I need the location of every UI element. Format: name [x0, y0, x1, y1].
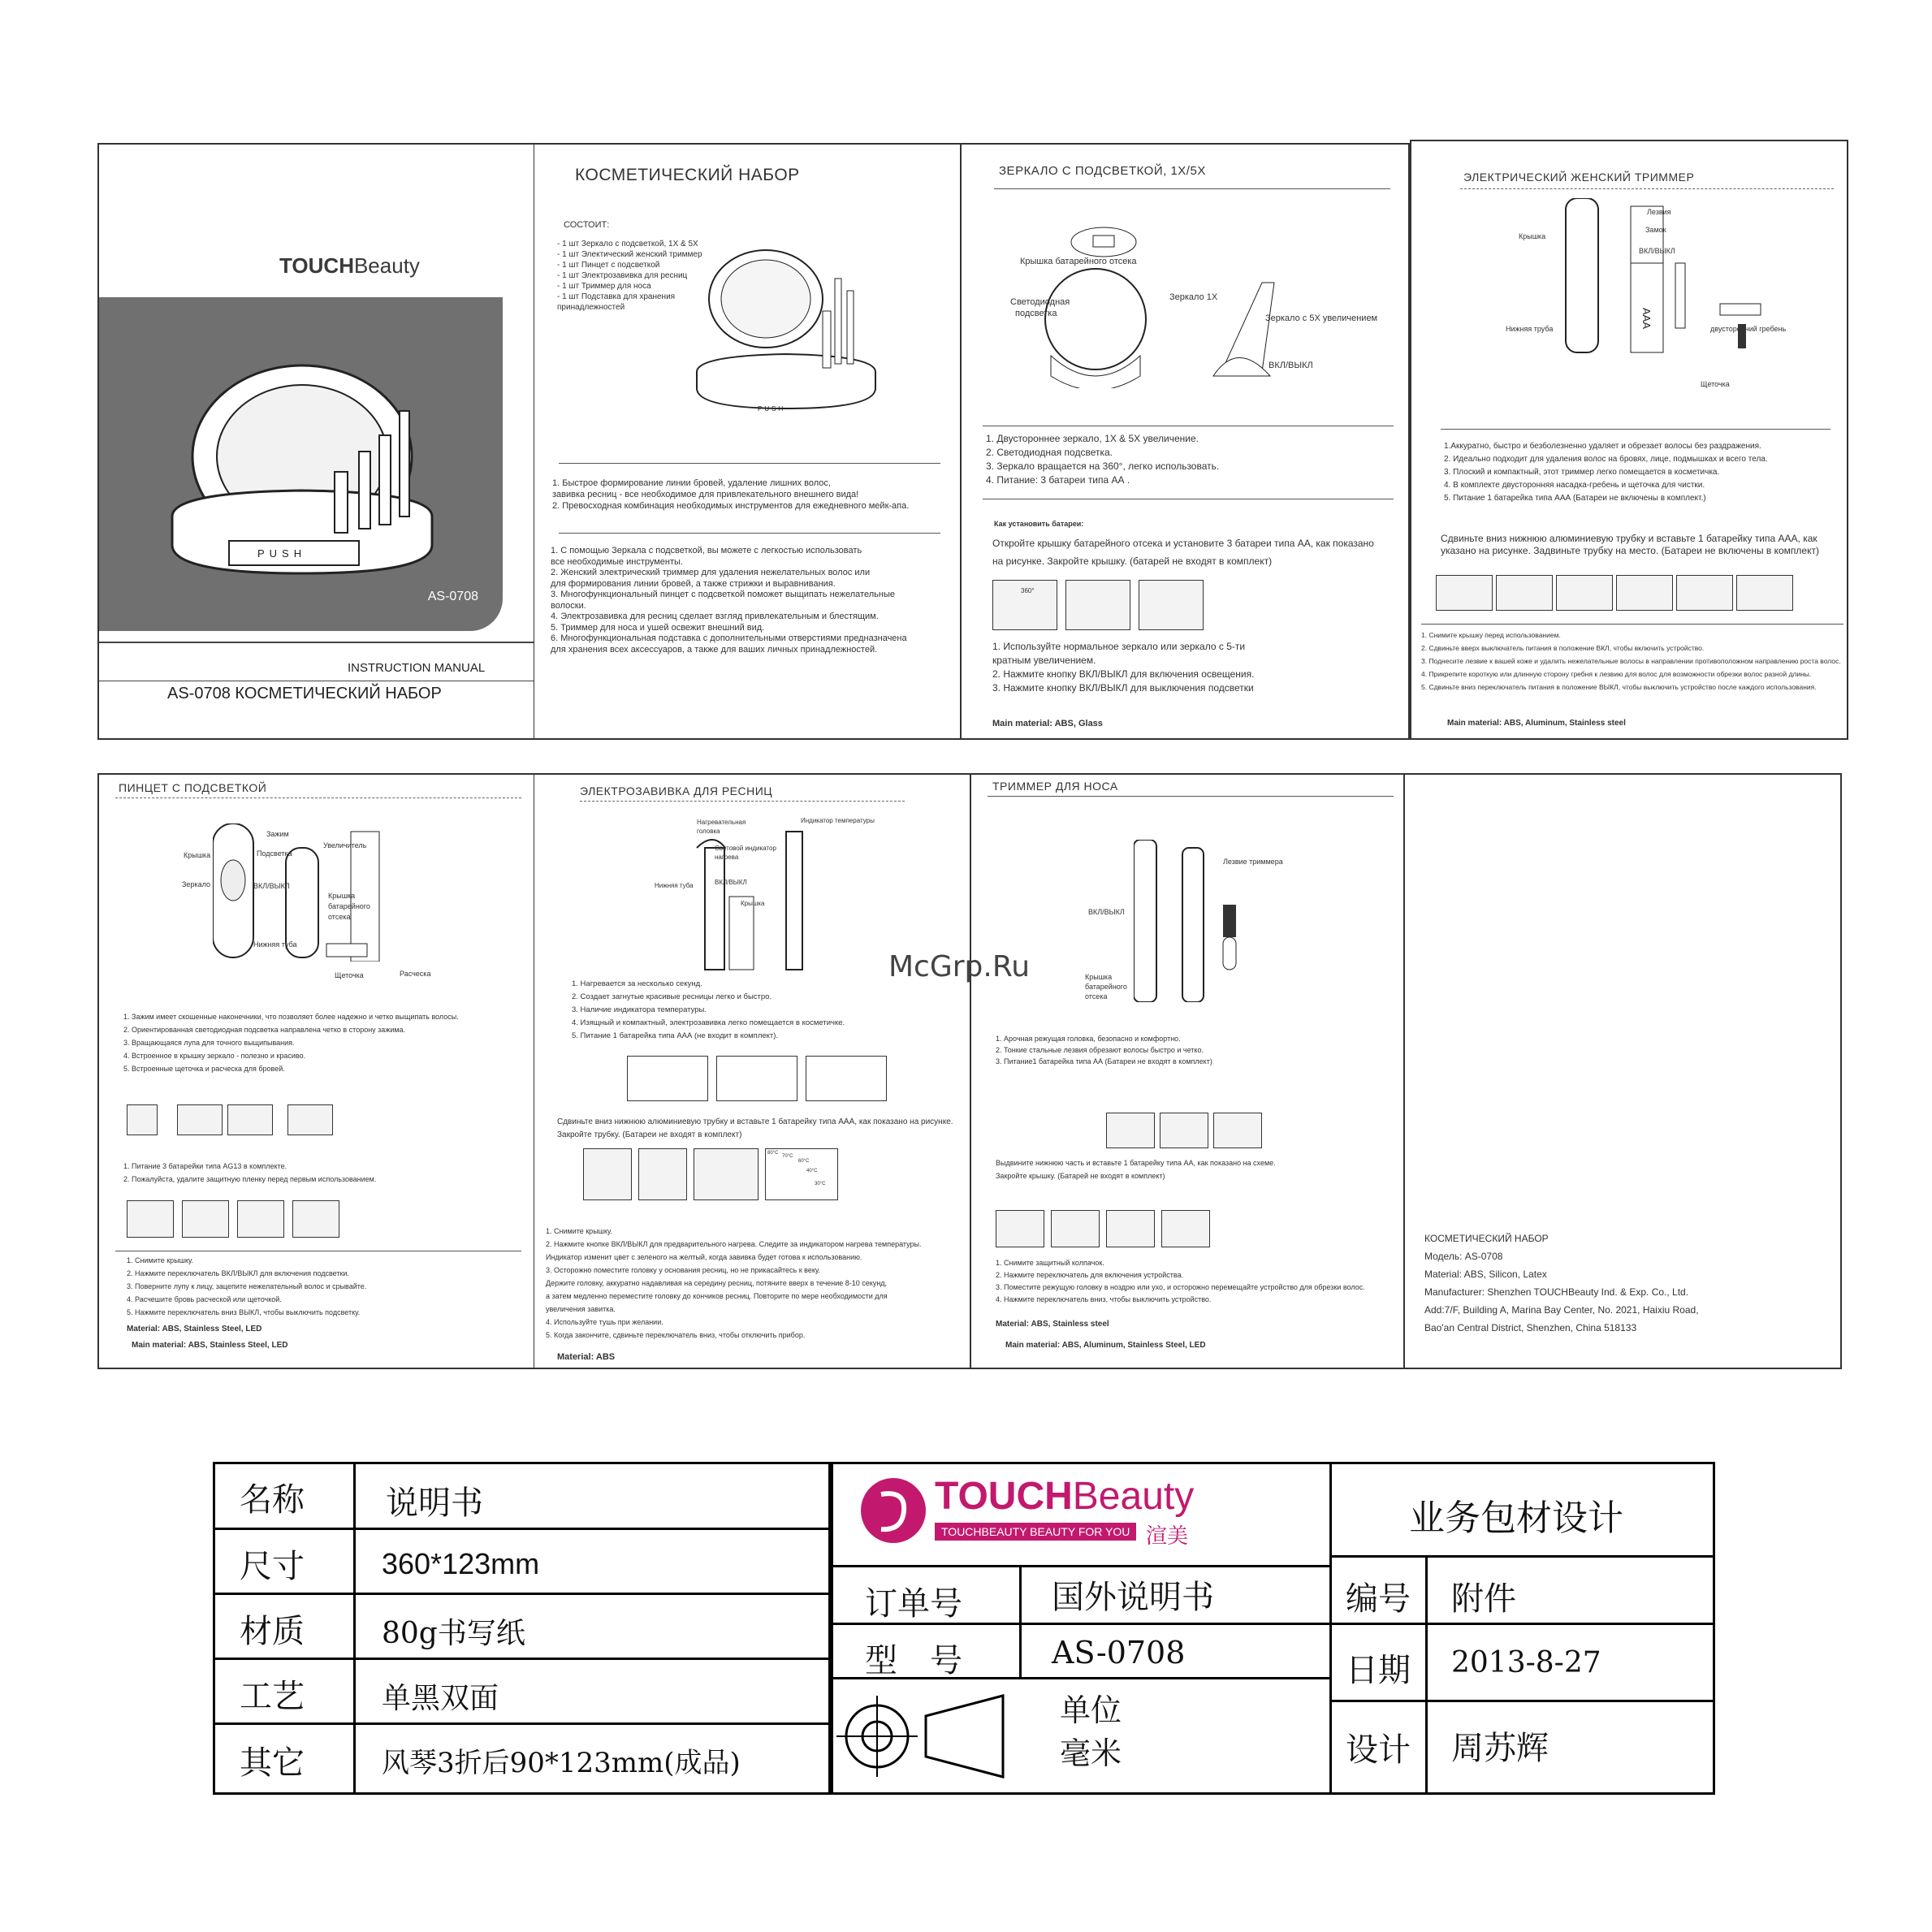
label-onoff: ВКЛ/ВЫКЛ	[253, 882, 290, 890]
panel-nose-trimmer	[971, 773, 1405, 1369]
row-value: 80g书写纸	[382, 1617, 525, 1650]
step-image	[1436, 575, 1493, 611]
department: 业务包材设计	[1409, 1498, 1623, 1539]
label-onoff: ВКЛ/ВЫКЛ	[1269, 361, 1313, 370]
step-image	[1736, 575, 1793, 611]
cosmetic-set-drawing	[681, 234, 892, 445]
features: 1. Двустороннее зеркало, 1X & 5X увеличение. 2. Светодиодная подсветка. 3. Зеркало вращается на 360°, легко использовать. 4. Питание: 3 батареи типа АА .	[986, 433, 1220, 486]
designer-key: 设计	[1346, 1731, 1411, 1769]
battery-instructions: Сдвиньте вниз нижнюю алюминиевую трубку и вставьте 1 батарейку типа ААА, как показано на рисунке. Закройте трубку. (Батареи не входят в комплект)	[557, 1117, 953, 1139]
label-tube: Нижняя туба	[253, 940, 297, 949]
label-battery-cover: Крышка батарейного отсека	[1020, 257, 1137, 266]
usage-steps: 1. Используйте нормальное зеркало или зеркало с 5-ти кратным увеличением. 2. Нажмите кнопку ВКЛ/ВЫКЛ для включения освещения. 3. Нажмите кнопку ВКЛ/ВЫКЛ для выключения подсветки	[992, 641, 1255, 694]
step-image	[127, 1104, 158, 1135]
label-bcover-2: батарейного	[328, 902, 370, 910]
svg-text:PUSH: PUSH	[758, 405, 786, 413]
label-cover: Крышка	[184, 851, 211, 859]
divider	[559, 533, 940, 534]
brand-logo: TOUCHBeauty TOUCHBEAUTY BEAUTY FOR YOU 渲美	[857, 1474, 1312, 1555]
section-title: КОСМЕТИЧЕСКИЙ НАБОР	[575, 166, 800, 184]
features: 1.Аккуратно, быстро и безболезненно удаляет и обрезает волосы без раздражения. 2. Идеально подходит для удаления волос на бровях, лице, подмышках и всего тела. 3. Плоский и компактный, этот триммер легко помещается в косметичка. 4. В комплекте двусторонняя насадка-гребень и щеточка для чистки. 5. Питание 1 батарейка типа ААА (Батареи не включены в комплект.)	[1444, 442, 1768, 503]
label-cover: Крышка	[741, 900, 765, 907]
battery-instructions: Выдвините нижнюю часть и вставьте 1 батарейку типа АА, как показано на схеме. Закройте крышку. (Батарей не входят в комплект)	[996, 1159, 1276, 1180]
step-image	[1676, 575, 1733, 611]
row-key: 其它	[240, 1744, 305, 1782]
row-key: 名称	[240, 1481, 305, 1519]
divider	[559, 463, 940, 464]
label-clamp: Зажим	[266, 830, 289, 838]
date-value: 2013-8-27	[1451, 1646, 1601, 1679]
step-image	[127, 1200, 174, 1238]
row-value: 说明书	[386, 1485, 483, 1522]
step-image	[287, 1104, 333, 1135]
section-title: ПИНЦЕТ С ПОДСВЕТКОЙ	[119, 781, 267, 794]
watermark: McGrp.Ru	[888, 950, 1031, 983]
label-brush: Щеточка	[335, 971, 364, 979]
label-led: Светодиодная	[1010, 297, 1070, 307]
step-image	[1160, 1113, 1208, 1148]
brand-mark-icon	[857, 1474, 930, 1547]
step-image	[227, 1104, 273, 1135]
cover-model: AS-0708	[427, 590, 478, 603]
svg-text:AAA: AAA	[1640, 308, 1653, 330]
step-image	[694, 1148, 759, 1200]
label-light: Подсветка	[257, 849, 292, 858]
step-image	[1106, 1210, 1155, 1247]
label-head: Нагревательная	[697, 819, 746, 826]
battery-instructions: Откройте крышку батарейного отсека и установите 3 батареи типа АА, как показано на рисунке. Закройте крышку. (батарей не входят в комплект)	[992, 538, 1374, 567]
features: 1. Зажим имеет скошенные наконечники, что позволяет более надежно и четко выщипать волосы. 2. Ориентированная светодиодная подсветка направлена четко в сторону зажима. 3. Вращающаяся лупа для точного выщипывания. 4. Встроенное в крышку зеркало - полезно и красиво. 5. Встроенные щеточка и расческа для бровей.	[123, 1013, 459, 1073]
step-image	[177, 1104, 223, 1135]
brand-logo: TOUCHBeauty	[279, 253, 420, 278]
designer-value: 周苏辉	[1451, 1730, 1549, 1767]
order-key: 订单号	[865, 1585, 962, 1623]
svg-text:PUSH: PUSH	[257, 547, 307, 560]
battery-instructions: Сдвиньте вниз нижнюю алюминиевую трубку и вставьте 1 батарейку типа ААА, как указано на рисунке. Задвиньте трубку на место. (Батареи не включены в комплект)	[1441, 533, 1819, 556]
label-onoff: ВКЛ/ВЫКЛ	[1639, 247, 1675, 255]
label-tube: Нижняя туба	[655, 882, 694, 889]
panel-eyelash-curler	[534, 773, 971, 1369]
label-comb: Расческа	[400, 970, 431, 978]
unit-key: 单位	[1060, 1692, 1122, 1728]
row-value: 风琴3折后90*123mm(成品)	[382, 1747, 741, 1779]
step-image	[1106, 1113, 1155, 1148]
label-bcover: Крышка	[328, 892, 356, 900]
label-cover: Крышка	[1519, 232, 1546, 240]
label-cover: Крышка	[1085, 973, 1113, 981]
material: Main material: ABS, Aluminum, Stainless steel	[1447, 719, 1626, 728]
label-cover-3: отсека	[1085, 992, 1108, 1001]
model-value: AS-0708	[1052, 1635, 1186, 1671]
label-light: Световой индикатор	[715, 845, 776, 852]
order-value: 国外说明书	[1052, 1579, 1214, 1616]
title-block	[213, 1462, 1715, 1795]
panel-back	[1405, 773, 1842, 1369]
step-image	[583, 1148, 632, 1200]
usage-steps: 1. Снимите крышку. 2. Нажмите переключатель ВКЛ/ВЫКЛ для включения подсветки. 3. Поверните лупу к лицу, зацепите нежелательный волос и срывайте. 4. Расчешите бровь расческой или щеточкой. 5. Нажмите переключатель вниз ВЫКЛ, чтобы выключить подсветку.	[127, 1256, 367, 1316]
label-onoff: ВКЛ/ВЫКЛ	[715, 879, 747, 886]
panel-cosmetic-set	[534, 143, 962, 740]
label-lock: Замок	[1645, 226, 1666, 234]
label-blade: Лезвие триммера	[1223, 858, 1283, 866]
divider	[988, 796, 1394, 797]
row-value: 单黑双面	[382, 1682, 499, 1715]
divider	[580, 801, 905, 802]
label-mirror-5x: Зеркало с 5X увеличением	[1265, 313, 1378, 323]
features: 1. Нагревается за несколько секунд. 2. Создает загнутые красивые ресницы легко и быстро. 3. Наличие индикатора температуры. 4. Изящный и компактный, электрозавивка легко помещается в косметичке. 5. Питание 1 батарейка типа ААА (не входит в комплект).	[572, 979, 845, 1040]
label-led-2: подсветка	[1015, 309, 1057, 318]
material: Material: ABS	[557, 1352, 616, 1362]
step-image	[996, 1210, 1044, 1247]
step-image	[182, 1200, 229, 1238]
row-key: 材质	[240, 1613, 305, 1650]
panel-mirror	[962, 143, 1410, 740]
usage-steps: 1. Снимите крышку. 2. Нажмите кнопке ВКЛ/ВЫКЛ для предварительного нагрева. Следите за индикатором нагрева температуры. Индикатор изменит цвет с зеленого на желтый, когда завивка будет готова к использованию. 3. Осторожно поместите головку у основания ресниц, но не прикасайтесь к веку. Держите головку, аккуратно надавливая на середину ресниц, потяните вверх в течение 8-10 секунд, а затем медленно переместите головку до кончиков ресниц. Повторите по мере необходимости для увеличения завитка. 4. Используйте тушь при желании. 5. Когда закончите, сдвиньте переключатель вниз, чтобы отключить прибор.	[546, 1227, 922, 1339]
label-tube: Нижняя труба	[1506, 325, 1554, 333]
label-bcover-3: отсека	[328, 913, 351, 921]
label-brush: Щеточка	[1701, 380, 1730, 388]
features: 1. Арочная режущая головка, безопасно и комфортно. 2. Тонкие стальные лезвия обрезают волосы быстро и четко. 3. Питание1 батарейка типа АА (Батареи не входят в комплект)	[996, 1035, 1212, 1065]
section-title: ЭЛЕКТРОЗАВИВКА ДЛЯ РЕСНИЦ	[580, 784, 773, 797]
usage-steps: 1. Снимите защитный колпачок. 2. Нажмите переключатель для включения устройства. 3. Поместите режущую головку в ноздрю или ухо, и осторожно перемещайте устройство для обрезки волос. 4. Нажмите переключатель вниз, чтобы выключить устройство.	[996, 1259, 1365, 1303]
section-title: ЗЕРКАЛО С ПОДСВЕТКОЙ, 1X/5X	[999, 164, 1206, 178]
divider	[115, 797, 521, 798]
step-image-3	[1139, 580, 1204, 630]
number-value: 附件	[1451, 1580, 1516, 1618]
usage-steps: 1. Снимите крышку перед использованием. 2. Сдвиньте вверх выключатель питания в положение ВКЛ, чтобы включить устройство. 3. Поднесите лезвие к вашей коже и удалить нежелательные волосы в направлении противоположном направлению роста волос. 4. Прикрепите короткую или длинную сторону гребня к лезвию для волос для возможности обрезки волос разной длины. 5. Сдвиньте вниз переключатель питания в положение ВЫКЛ, чтобы выключить устройство после каждого использования.	[1421, 631, 1841, 691]
label-light-2: нагрева	[715, 854, 739, 861]
step-image	[1496, 575, 1553, 611]
features: 1. Быстрое формирование линии бровей, удаление лишних волос, завивка ресниц - все необходимое для привлекательного внешнего вида! 2. Превосходная комбинация необходимых инструментов для ежедневного мейк-апа.	[552, 478, 910, 511]
projection-symbol-icon	[836, 1679, 1015, 1793]
trimmer-diagram	[1558, 198, 1801, 361]
divider	[1441, 429, 1830, 430]
divider	[994, 188, 1390, 189]
material: Material: ABS, Stainless steel	[996, 1320, 1109, 1329]
temperature-image: 80°C 70°C 60°C 40°C 30°C	[765, 1148, 838, 1200]
number-key: 编号	[1346, 1580, 1411, 1618]
row-key: 工艺	[240, 1678, 305, 1715]
step-image	[292, 1200, 339, 1238]
main-material: Main material: ABS, Stainless Steel, LED	[132, 1341, 288, 1350]
step-image	[1161, 1210, 1210, 1247]
step-image-1: 360°	[992, 580, 1057, 630]
step-image	[627, 1056, 708, 1101]
instruction-manual-label: INSTRUCTION MANUAL	[348, 661, 486, 675]
how-label: Как установить батареи:	[994, 520, 1084, 528]
product-info: КОСМЕТИЧЕСКИЙ НАБОР Модель: AS-0708 Material: ABS, Silicon, Latex Manufacturer: Shenzhen TOUCHBeauty Ind. & Exp. Co., Ltd. Add:7/F, Building A, Marina Bay Center, No. 2021, Haixiu Road, Bao'an Central District, Shenzhen, China 518133	[1424, 1233, 1699, 1333]
label-magnifier: Увеличитель	[323, 841, 367, 849]
panel-tweezers	[97, 773, 535, 1369]
step-image-2	[1065, 580, 1130, 630]
section-title: ЭЛЕКТРИЧЕСКИЙ ЖЕНСКИЙ ТРИММЕР	[1463, 171, 1695, 184]
date-key: 日期	[1346, 1652, 1411, 1689]
step-image	[237, 1200, 284, 1238]
contents-list: - 1 шт Зеркало с подсветкой, 1X & 5X - 1 шт Электический женский триммер - 1 шт Пинцет с подсветкой - 1 шт Электрозавивка для ресниц - 1 шт Триммер для носа - 1 шт Подставка для хранения принадлежностей	[557, 240, 702, 312]
label-head-2: головка	[697, 828, 720, 835]
step-image	[1556, 575, 1613, 611]
step-image	[1616, 575, 1673, 611]
model-key: 型 号	[865, 1642, 962, 1679]
step-image	[1213, 1113, 1262, 1148]
label-comb: двусторонний гребень	[1710, 325, 1787, 333]
step-image	[638, 1148, 687, 1200]
panel-trimmer	[1410, 140, 1848, 740]
divider	[1421, 624, 1843, 625]
row-value: 360*123mm	[382, 1547, 540, 1580]
cosmetic-set-illustration	[99, 297, 503, 631]
cover-title: AS-0708 КОСМЕТИЧЕСКИЙ НАБОР	[167, 685, 442, 702]
label-cover-2: батарейного	[1085, 983, 1127, 991]
main-material: Main material: ABS, Aluminum, Stainless Steel, LED	[1005, 1341, 1206, 1350]
cover-grey-block	[99, 297, 503, 631]
row-key: 尺寸	[240, 1548, 305, 1585]
unit-value: 毫米	[1060, 1735, 1122, 1771]
step-image	[806, 1056, 887, 1101]
divider	[1460, 188, 1834, 189]
material: Main material: ABS, Glass	[992, 719, 1103, 728]
label-indicator: Индикатор температуры	[801, 817, 875, 824]
label-onoff: ВКЛ/ВЫКЛ	[1088, 908, 1125, 916]
contents-label: СОСТОИТ:	[564, 220, 610, 230]
divider	[99, 642, 535, 643]
power: 1. Питание 3 батарейки типа AG13 в комплекте. 2. Пожалуйста, удалите защитную пленку перед первым использованием.	[123, 1162, 377, 1183]
curler-diagram	[681, 815, 843, 978]
section-title: ТРИММЕР ДЛЯ НОСА	[992, 780, 1118, 793]
label-mirror: Зеркало	[182, 880, 210, 888]
step-image	[716, 1056, 797, 1101]
label-mirror-1x: Зеркало 1X	[1169, 292, 1218, 302]
material: Material: ABS, Stainless Steel, LED	[127, 1325, 262, 1333]
panel-cover	[97, 143, 535, 740]
numbered-list: 1. С помощью Зеркала с подсветкой, вы можете с легкостью использовать все необходимые инструменты. 2. Женский электрический триммер для удаления нежелательных волос или для формирования линии бровей, а также стрижки и выравнивания. 3. Многофункциональный пинцет с подсветкой поможет выщипать нежелательные волоски. 4. Электрозавивка для ресниц сделает взгляд привлекательным и блестящим. 5. Триммер для носа и ушей освежит внешний вид. 6. Многофункциональная подставка с дополнительными отверстиями предназначена для хранения всех аксессуаров, а также для ваших личных принадлежностей.	[551, 546, 907, 655]
step-image	[1051, 1210, 1100, 1247]
label-blades: Лезвия	[1647, 208, 1671, 216]
